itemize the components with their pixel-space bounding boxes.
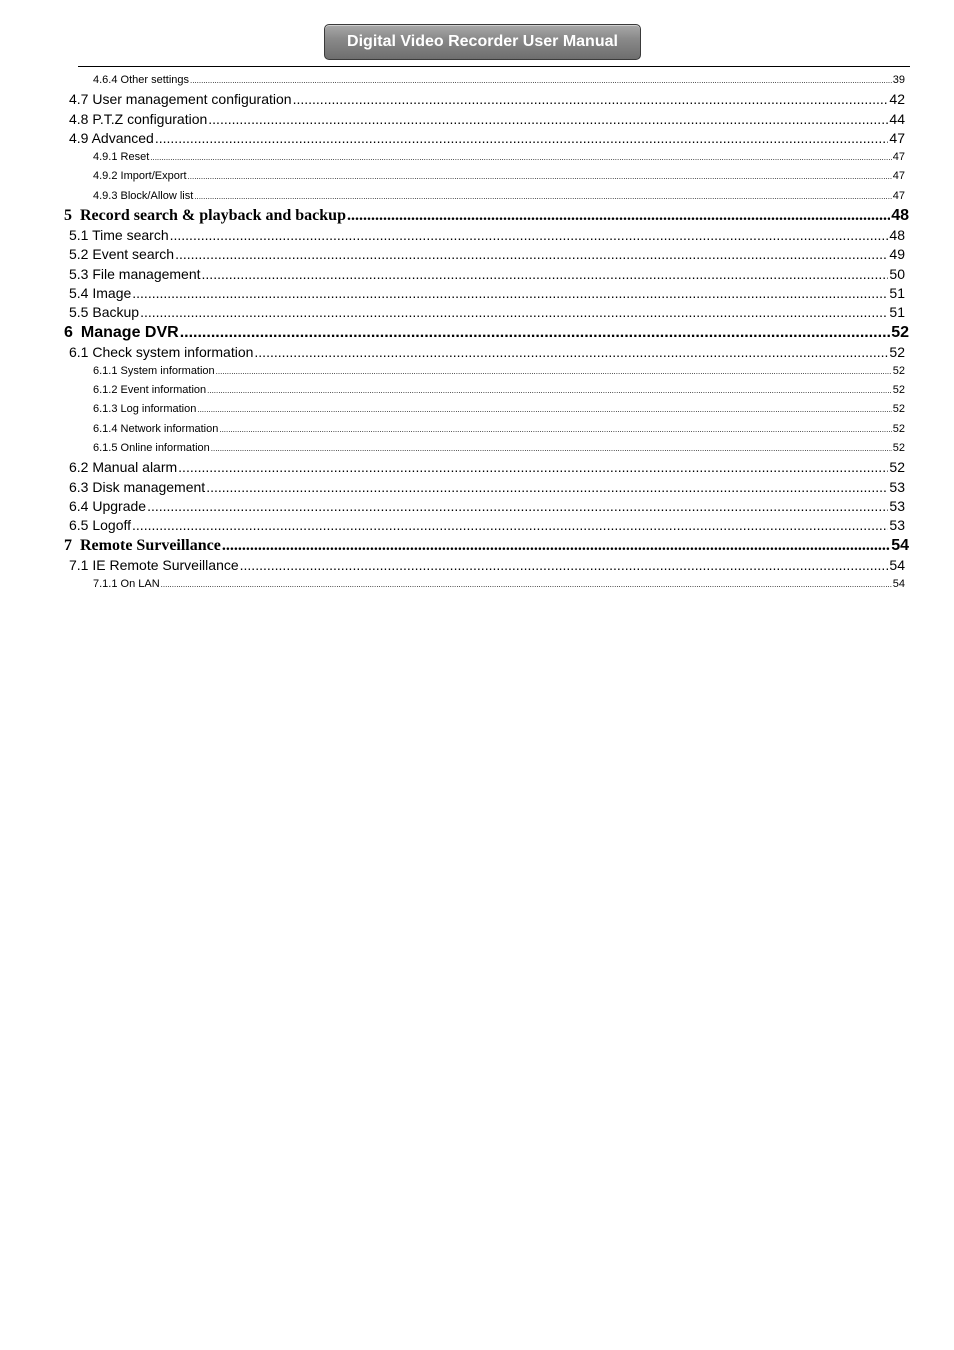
toc-entry[interactable] xyxy=(0,245,905,264)
toc-entry-label: 4.9.3 Block/Allow list xyxy=(93,189,194,202)
toc-entry-label: 6.5 Logoff xyxy=(69,517,132,534)
toc-entry[interactable] xyxy=(0,90,905,109)
toc-dot-leader xyxy=(132,284,888,303)
toc-page-number: 54 xyxy=(892,577,905,590)
toc-entry-label: 7.1.1 On LAN xyxy=(93,577,160,590)
toc-entry[interactable] xyxy=(0,362,905,381)
toc-entry[interactable] xyxy=(0,536,909,556)
table-of-contents xyxy=(0,71,954,594)
toc-dot-leader xyxy=(197,400,891,419)
toc-page-number: 53 xyxy=(889,497,905,514)
toc-dot-leader xyxy=(180,323,891,343)
toc-entry[interactable] xyxy=(0,187,905,206)
toc-page-number: 52 xyxy=(889,459,905,476)
toc-entry[interactable] xyxy=(0,148,905,167)
toc-entry[interactable] xyxy=(0,167,905,186)
toc-dot-leader xyxy=(254,343,888,362)
toc-entry[interactable] xyxy=(0,478,905,497)
toc-dot-leader xyxy=(178,458,888,477)
toc-entry-label: 5.4 Image xyxy=(69,284,132,301)
toc-page-number: 52 xyxy=(891,323,909,341)
toc-entry-label: 6.2 Manual alarm xyxy=(69,459,178,476)
manual-title-banner xyxy=(324,24,641,60)
toc-chapter-number: 7 xyxy=(64,536,72,554)
toc-entry[interactable] xyxy=(0,71,905,90)
toc-entry-label: 4.9 Advanced xyxy=(69,129,154,146)
toc-entry-label: 6.1.3 Log information xyxy=(93,403,197,416)
toc-entry[interactable] xyxy=(0,439,905,458)
toc-dot-leader xyxy=(194,187,891,206)
toc-entry[interactable] xyxy=(0,497,905,516)
toc-dot-leader xyxy=(216,362,892,381)
toc-page-number: 53 xyxy=(889,517,905,534)
toc-page-number: 52 xyxy=(889,343,905,360)
toc-entry-label: 6.1.2 Event information xyxy=(93,384,207,397)
toc-dot-leader xyxy=(150,148,891,167)
toc-chapter-number: 5 xyxy=(64,207,72,225)
toc-entry[interactable] xyxy=(0,556,905,575)
toc-entry[interactable] xyxy=(0,381,905,400)
toc-entry-label: 5.1 Time search xyxy=(69,227,169,244)
toc-page-number: 47 xyxy=(889,129,905,146)
toc-entry-label: Record search & playback and backup xyxy=(80,207,346,225)
toc-entry-label: 5.2 Event search xyxy=(69,246,175,263)
toc-entry-label: Manage DVR xyxy=(80,323,179,341)
toc-entry-label: 6.1.4 Network information xyxy=(93,422,219,435)
toc-dot-leader xyxy=(219,420,891,439)
toc-page-number: 52 xyxy=(892,403,905,416)
toc-page-number: 44 xyxy=(889,110,905,127)
toc-entry[interactable] xyxy=(0,458,905,477)
toc-page-number: 53 xyxy=(889,478,905,495)
toc-entry-label: 6.4 Upgrade xyxy=(69,497,147,514)
toc-page-number: 49 xyxy=(889,246,905,263)
toc-dot-leader xyxy=(175,245,888,264)
toc-page-number: 51 xyxy=(889,304,905,321)
toc-entry[interactable] xyxy=(0,284,905,303)
toc-entry-label: 4.9.2 Import/Export xyxy=(93,170,187,183)
toc-page-number: 48 xyxy=(889,227,905,244)
toc-dot-leader xyxy=(140,303,888,322)
toc-entry-label: 4.7 User management configuration xyxy=(69,91,292,108)
toc-entry[interactable] xyxy=(0,400,905,419)
toc-entry-label: 4.8 P.T.Z configuration xyxy=(69,110,208,127)
manual-title: Digital Video Recorder User Manual xyxy=(347,33,618,50)
toc-entry-label: 6.1 Check system information xyxy=(69,343,254,360)
toc-dot-leader xyxy=(207,381,892,400)
toc-page-number: 52 xyxy=(892,384,905,397)
toc-page-number: 52 xyxy=(892,422,905,435)
toc-entry-label: 5.5 Backup xyxy=(69,304,140,321)
toc-entry[interactable] xyxy=(0,323,909,343)
toc-entry[interactable] xyxy=(0,516,905,535)
toc-page-number: 54 xyxy=(891,536,909,554)
toc-dot-leader xyxy=(202,265,889,284)
toc-dot-leader xyxy=(222,536,890,556)
toc-dot-leader xyxy=(132,516,888,535)
toc-entry-label: 7.1 IE Remote Surveillance xyxy=(69,556,239,573)
toc-entry-label: 6.1.5 Online information xyxy=(93,442,210,455)
toc-entry[interactable] xyxy=(0,420,905,439)
header-divider xyxy=(78,66,910,67)
toc-dot-leader xyxy=(211,439,892,458)
toc-page-number: 48 xyxy=(891,207,909,225)
toc-page-number: 47 xyxy=(892,170,905,183)
toc-entry[interactable] xyxy=(0,206,909,226)
toc-dot-leader xyxy=(155,129,889,148)
toc-dot-leader xyxy=(293,90,889,109)
toc-entry-label: 5.3 File management xyxy=(69,265,201,282)
toc-dot-leader xyxy=(188,167,892,186)
toc-page-number: 52 xyxy=(892,442,905,455)
toc-dot-leader xyxy=(240,556,889,575)
toc-chapter-number: 6 xyxy=(64,323,73,341)
toc-page-number: 47 xyxy=(892,151,905,164)
toc-page-number: 52 xyxy=(892,364,905,377)
toc-page-number: 42 xyxy=(889,91,905,108)
toc-entry-label: Remote Surveillance xyxy=(80,536,221,554)
toc-entry-label: 6.1.1 System information xyxy=(93,364,215,377)
toc-entry[interactable] xyxy=(0,129,905,148)
toc-entry[interactable] xyxy=(0,226,905,245)
toc-page-number: 51 xyxy=(889,284,905,301)
toc-entry[interactable] xyxy=(0,343,905,362)
toc-entry[interactable] xyxy=(0,575,905,594)
toc-entry-label: 4.6.4 Other settings xyxy=(93,74,189,86)
toc-dot-leader xyxy=(208,110,888,129)
toc-entry[interactable] xyxy=(0,265,905,284)
toc-page-number: 39 xyxy=(892,74,905,86)
toc-entry[interactable] xyxy=(0,110,905,129)
toc-entry-label: 6.3 Disk management xyxy=(69,478,206,495)
toc-dot-leader xyxy=(161,575,892,594)
toc-page-number: 54 xyxy=(889,556,905,573)
toc-dot-leader xyxy=(170,226,889,245)
toc-page-number: 50 xyxy=(889,265,905,282)
toc-dot-leader xyxy=(147,497,888,516)
toc-dot-leader xyxy=(190,71,892,90)
toc-entry-label: 4.9.1 Reset xyxy=(93,151,150,164)
toc-entry[interactable] xyxy=(0,303,905,322)
toc-page-number: 47 xyxy=(892,189,905,202)
toc-dot-leader xyxy=(206,478,888,497)
toc-dot-leader xyxy=(347,206,890,226)
